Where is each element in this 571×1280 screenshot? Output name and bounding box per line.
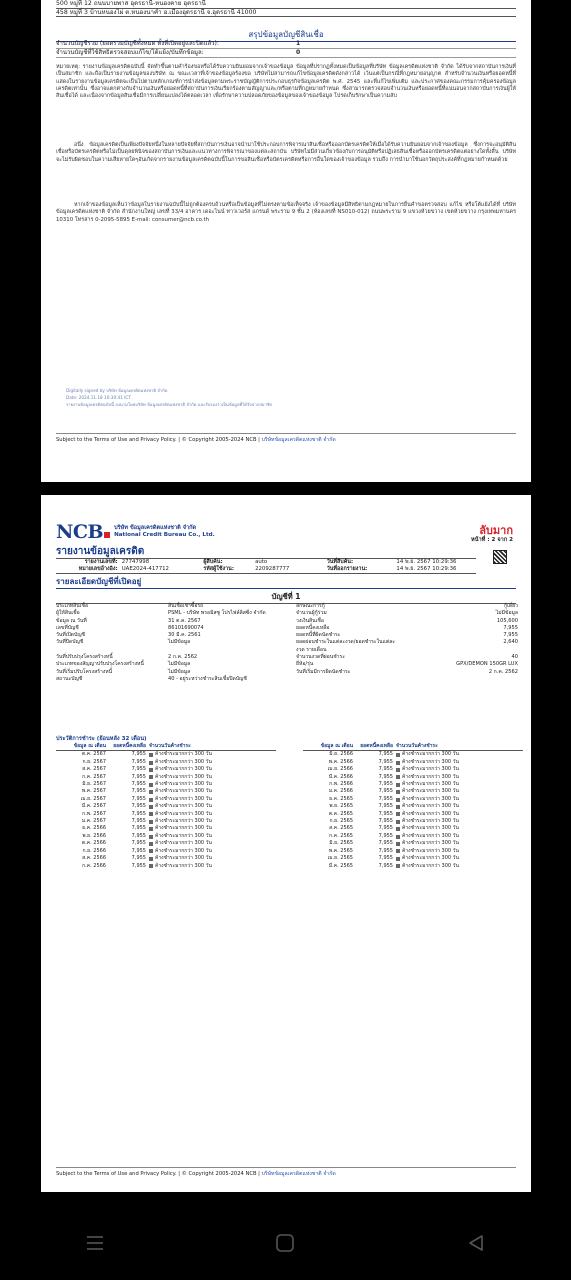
ncb-logo	[56, 521, 215, 543]
history-month: เม.ย. 2566	[327, 766, 353, 773]
payment-history-right	[303, 743, 523, 870]
history-balance: 7,955	[378, 818, 393, 825]
history-balance: 7,955	[131, 773, 146, 780]
history-status	[396, 855, 523, 862]
history-status-text: ค้างชำระมากกว่า 300 วัน	[402, 788, 459, 795]
history-month: เม.ย. 2565	[327, 855, 353, 862]
account-title: บัญชีที่ 1	[56, 591, 516, 604]
field-label: วันที่เปิดบัญชี	[56, 632, 86, 639]
company-name-th: บริษัท ข้อมูลเครดิตแห่งชาติ จำกัด	[114, 525, 197, 531]
status-marker-icon	[396, 835, 400, 839]
history-balance: 7,955	[378, 766, 393, 773]
history-status	[396, 825, 523, 832]
history-row	[56, 811, 276, 818]
logo-dot-icon	[104, 532, 110, 538]
history-status	[149, 840, 276, 847]
footer-link[interactable]: บริษัทข้อมูลเครดิตแห่งชาติ จำกัด	[261, 1171, 336, 1177]
status-marker-icon	[149, 849, 153, 853]
field-label: ข้อมูล ณ วันที่	[56, 617, 87, 624]
footer-text: Subject to the Terms of Use and Privacy Policy. | © Copyright 2005-2024 NCB |	[56, 437, 260, 443]
history-month: ก.ย. 2565	[329, 818, 353, 825]
history-month: ก.ค. 2567	[82, 773, 106, 780]
history-balance: 7,955	[131, 862, 146, 869]
field-value: กู้เดี่ยว	[504, 603, 518, 609]
field-value: ไม่มีข้อมูล	[495, 610, 518, 617]
history-month: พ.ย. 2566	[82, 832, 106, 839]
history-status-text: ค้างชำระมากกว่า 300 วัน	[155, 795, 212, 802]
history-month: ส.ค. 2567	[82, 766, 106, 773]
history-balance: 7,955	[131, 751, 146, 758]
history-status-text: ค้างชำระมากกว่า 300 วัน	[402, 810, 459, 817]
history-row	[303, 766, 523, 773]
history-title: ประวัติการชำระ (ย้อนหลัง 32 เดือน)	[56, 736, 147, 742]
history-column-header: ยอดหนี้คงเหลือ	[113, 743, 146, 749]
history-status-text: ค้างชำระมากกว่า 300 วัน	[402, 781, 459, 788]
field-value: GPX/DEMON 150GR LUX	[456, 661, 518, 668]
history-status	[396, 863, 523, 870]
field-value: 30 มี.ค. 2561	[168, 632, 201, 639]
meta-label: วันที่สืบค้น:	[326, 559, 354, 565]
history-row	[56, 788, 276, 795]
status-marker-icon	[149, 827, 153, 831]
status-marker-icon	[396, 812, 400, 816]
history-status	[149, 825, 276, 832]
address-line: 500 หมู่ที่ 12 ถนนบายพาส อุดรธานี-หนองคาย อุดรธานี	[56, 0, 516, 9]
status-marker-icon	[149, 805, 153, 809]
history-balance: 7,955	[378, 788, 393, 795]
history-status-text: ค้างชำระมากกว่า 300 วัน	[402, 840, 459, 847]
account-field-row	[56, 603, 518, 610]
history-row	[56, 766, 276, 773]
account-field-row	[56, 610, 518, 617]
summary-value: 0	[296, 48, 301, 56]
payment-history-left	[56, 743, 276, 870]
field-label: ยี่ห้อ/รุ่น	[296, 661, 314, 668]
history-row	[56, 825, 276, 832]
field-label: ยอดหนี้ที่ผิดนัดชำระ	[296, 632, 341, 639]
report-page-1	[41, 0, 531, 482]
history-status	[149, 774, 276, 781]
history-month: ม.ค. 2566	[328, 788, 353, 795]
footer-link[interactable]: บริษัทข้อมูลเครดิตแห่งชาติ จำกัด	[261, 437, 336, 443]
history-balance: 7,955	[378, 758, 393, 765]
field-label: วันที่เริ่มปรับโครงสร้างหนี้	[56, 668, 113, 675]
history-balance: 7,955	[131, 847, 146, 854]
page-number: หน้าที่ : 2 จาก 2	[471, 537, 513, 543]
history-month: พ.ค. 2566	[328, 758, 353, 765]
history-balance: 7,955	[378, 803, 393, 810]
history-balance: 7,955	[131, 795, 146, 802]
menu-icon[interactable]	[75, 1223, 115, 1263]
history-row	[303, 803, 523, 810]
address-block	[56, 0, 516, 17]
history-status	[396, 774, 523, 781]
history-status	[396, 751, 523, 758]
status-marker-icon	[149, 783, 153, 787]
field-label: วันที่ปรับปรุงโครงสร้างหนี้	[56, 654, 113, 661]
history-status-text: ค้างชำระมากกว่า 300 วัน	[402, 803, 459, 810]
summary-label: จำนวนบัญชีที่ใช้สิทธิตรวจสอบแก้ไข/โต้แย้ง/บันทึกข้อมูล:	[56, 48, 204, 56]
history-balance: 7,955	[131, 840, 146, 847]
status-marker-icon	[396, 798, 400, 802]
history-status-text: ค้างชำระมากกว่า 300 วัน	[155, 803, 212, 810]
digital-signature	[66, 388, 366, 408]
history-status-text: ค้างชำระมากกว่า 300 วัน	[402, 758, 459, 765]
status-marker-icon	[149, 790, 153, 794]
history-status-text: ค้างชำระมากกว่า 300 วัน	[155, 825, 212, 832]
status-marker-icon	[396, 805, 400, 809]
history-month: ก.พ. 2567	[82, 810, 106, 817]
history-status-text: ค้างชำระมากกว่า 300 วัน	[402, 847, 459, 854]
history-balance: 7,955	[378, 832, 393, 839]
history-row	[303, 863, 523, 870]
status-marker-icon	[396, 827, 400, 831]
status-marker-icon	[149, 753, 153, 757]
history-status-text: ค้างชำระมากกว่า 300 วัน	[155, 818, 212, 825]
page-footer	[56, 1167, 516, 1178]
history-row	[303, 848, 523, 855]
history-balance: 7,955	[131, 855, 146, 862]
field-label	[296, 676, 396, 683]
history-status	[149, 848, 276, 855]
navigation-bar	[0, 1205, 571, 1280]
history-status-text: ค้างชำระมากกว่า 300 วัน	[155, 847, 212, 854]
meta-value: 27747998	[121, 559, 150, 565]
account-field-row	[56, 632, 518, 639]
history-balance: 7,955	[131, 803, 146, 810]
account-field-row	[56, 676, 518, 683]
history-row	[303, 751, 523, 758]
meta-value: 2209287777	[255, 566, 290, 572]
history-row	[56, 803, 276, 810]
history-status	[149, 766, 276, 773]
account-field-row	[56, 618, 518, 625]
signature-line: Digitally signed by บริษัท ข้อมูลเครดิตแห่งชาติ จำกัด	[66, 388, 168, 393]
field-label: ประเภทของสัญญาปรับปรุงโครงสร้างหนี้	[56, 661, 144, 668]
history-column-header: ยอดหนี้คงเหลือ	[360, 743, 393, 749]
history-balance: 7,955	[131, 788, 146, 795]
field-label: เลขที่บัญชี	[56, 624, 79, 631]
history-month: ส.ค. 2565	[329, 825, 353, 832]
history-status-text: ค้างชำระมากกว่า 300 วัน	[155, 773, 212, 780]
field-label: จำนวนผู้กู้ร่วม	[296, 610, 327, 617]
history-balance: 7,955	[378, 781, 393, 788]
history-column-header: จำนวนวันค้างชำระ	[396, 743, 438, 749]
history-status-text: ค้างชำระมากกว่า 300 วัน	[155, 862, 212, 869]
history-status	[396, 840, 523, 847]
history-month: เม.ย. 2567	[80, 795, 106, 802]
history-status	[149, 751, 276, 758]
account-field-row	[56, 639, 518, 654]
status-marker-icon	[396, 768, 400, 772]
history-row	[303, 825, 523, 832]
meta-label: รายงานเลขที่:	[84, 559, 118, 565]
history-balance: 7,955	[131, 810, 146, 817]
address-line: 458 หมู่ที่ 3 บ้านหนองไผ่ ต.หนองนาคำ อ.เมืองอุดรธานี จ.อุดรธานี 41000	[56, 9, 516, 18]
status-marker-icon	[149, 857, 153, 861]
status-marker-icon	[396, 761, 400, 765]
field-label: ยอดหนี้คงเหลือ	[296, 624, 330, 631]
history-month: ก.ค. 2566	[82, 862, 106, 869]
meta-value: 14 พ.ย. 2567 10:29:36	[396, 559, 457, 565]
history-status	[149, 803, 276, 810]
field-label: ประเภทสินเชื่อ	[56, 603, 89, 609]
field-value: PSML - บริษัท พรอมิสซู โปรไฟล์ลิสซิ่ง จำกัด	[168, 610, 266, 617]
field-label: ผู้ให้สินเชื่อ	[56, 610, 80, 617]
history-month: พ.ย. 2565	[329, 803, 353, 810]
history-balance: 7,955	[131, 832, 146, 839]
status-marker-icon	[396, 857, 400, 861]
account-field-row	[56, 661, 518, 668]
history-row	[56, 855, 276, 862]
field-label: จำนวนงวดที่ผ่อนชำระ	[296, 654, 345, 661]
history-status-text: ค้างชำระมากกว่า 300 วัน	[155, 832, 212, 839]
history-month: ก.พ. 2566	[329, 781, 353, 788]
history-month: ต.ค. 2565	[328, 810, 353, 817]
history-status-text: ค้างชำระมากกว่า 300 วัน	[155, 766, 212, 773]
field-value: 40 - อยู่ระหว่างชำระสินเชื่อปิดบัญชี	[168, 675, 247, 682]
history-month: ก.ย. 2567	[82, 758, 106, 765]
qr-code-icon	[493, 550, 507, 564]
field-label: วันที่เริ่มมีการผิดนัดชำระ	[296, 668, 351, 675]
consent-paragraph: อนึ่ง ข้อมูลเครดิตเป็นเพียงปัจจัยหนึ่งในหลายปัจจัยที่สถาบันการเงินอาจนำมาใช้ประกอบการพิจารณาสินเชื่อหรือออกบัตรเครดิตให้เมื่อได้รับความยินยอมจากเจ้าของข้อมูล ซึ่งการจะอนุมัติสินเชื่อหรือบัตรเครดิตหรือไม่เป็นดุลยพินิจของสถาบันการเงินและแนวทางการพิจารณาของแต่ละสถาบัน บริษัทไม่มีส่วนเกี่ยวข้องกับการอนุมัติหรือปฏิเสธสินเชื่อหรือออกบัตรเครดิตแต่อย่างใดทั้งสิ้น บริษัทจะไม่รับผิดชอบในความเสียหายใดๆอันเกิดจากรายงานข้อมูลเครดิตฉบับนี้ในการขอสินเชื่อหรือบัตรเครดิตหรือการอื่นใดของเจ้าของข้อมูล รวมถึง การนำมาใช้นอกวัตถุประสงค์ที่กฎหมายกำหนดด้วย	[56, 142, 516, 163]
history-status	[396, 766, 523, 773]
history-status	[396, 848, 523, 855]
status-marker-icon	[149, 812, 153, 816]
meta-value: auto	[255, 559, 268, 565]
history-status-text: ค้างชำระมากกว่า 300 วัน	[402, 751, 459, 758]
page-footer	[56, 433, 516, 444]
field-value: 31 ต.ค. 2567	[168, 617, 201, 624]
status-marker-icon	[149, 820, 153, 824]
history-month: ก.ค. 2565	[329, 832, 353, 839]
history-status	[396, 788, 523, 795]
status-marker-icon	[396, 842, 400, 846]
field-value	[396, 676, 518, 683]
meta-value: UAE2024-417712	[121, 566, 169, 572]
report-title: รายงานข้อมูลเครดิต	[56, 546, 145, 557]
history-row	[56, 840, 276, 847]
contact-paragraph: หากเจ้าของข้อมูลเห็นว่าข้อมูลในรายงานฉบับนี้ไม่ถูกต้องครบถ้วนหรือเป็นข้อมูลที่ไม่ตรงตามข้อเท็จจริง เจ้าของข้อมูลมีสิทธิตามกฎหมายในการยื่นคำขอตรวจสอบ แก้ไข หรือโต้แย้งได้ที่ บริษัท ข้อมูลเครดิตแห่งชาติ จำกัด สำนักงานใหญ่ เลขที่ 33/4 อาคาร เดอะไนน์ ทาวเวอร์ส แกรนด์ พระราม 9 ชั้น 2 (ห้องเลขที่ NS010-012) ถนนพระราม 9 แขวงห้วยขวาง เขตห้วยขวาง กรุงเทพมหานคร 10310 โทรสาร 0-2095-5895 E-mail: consumer@ncb.co.th	[56, 202, 516, 223]
status-marker-icon	[149, 835, 153, 839]
status-marker-icon	[396, 753, 400, 757]
history-month: มิ.ย. 2567	[82, 781, 106, 788]
history-balance: 7,955	[378, 847, 393, 854]
summary-row	[56, 49, 516, 58]
history-month: ม.ค. 2567	[81, 818, 106, 825]
field-value: 2 ก.ค. 2562	[168, 654, 198, 661]
field-value: 105,600	[496, 617, 518, 624]
history-month: ส.ค. 2566	[82, 855, 106, 862]
field-label: วงเงินสินเชื่อ	[296, 617, 324, 624]
history-status-text: ค้างชำระมากกว่า 300 วัน	[402, 825, 459, 832]
history-row	[56, 863, 276, 870]
status-marker-icon	[396, 790, 400, 794]
back-icon[interactable]	[456, 1223, 496, 1263]
field-value: 7,955	[503, 632, 518, 639]
history-status-text: ค้างชำระมากกว่า 300 วัน	[402, 818, 459, 825]
history-balance: 7,955	[378, 840, 393, 847]
field-value: 2,640	[503, 639, 518, 646]
history-row	[303, 855, 523, 862]
history-status	[149, 811, 276, 818]
history-balance: 7,955	[131, 818, 146, 825]
signature-line: Date: 2024.11.18 10:30:41 ICT	[66, 394, 131, 400]
status-marker-icon	[149, 768, 153, 772]
logo-text: NCB	[56, 521, 104, 543]
history-balance: 7,955	[378, 795, 393, 802]
meta-row	[56, 566, 476, 573]
history-balance: 7,955	[131, 758, 146, 765]
field-value: 2 ก.ค. 2562	[488, 668, 518, 675]
summary-title: สรุปข้อมูลบัญชีสินเชื่อ	[56, 28, 516, 42]
summary-table	[56, 40, 516, 58]
status-marker-icon	[149, 775, 153, 779]
history-status-text: ค้างชำระมากกว่า 300 วัน	[155, 788, 212, 795]
report-meta	[56, 558, 476, 574]
history-status-text: ค้างชำระมากกว่า 300 วัน	[402, 862, 459, 869]
history-month: ต.ค. 2567	[81, 751, 106, 758]
meta-row	[56, 559, 476, 566]
history-month: พ.ค. 2567	[81, 788, 106, 795]
history-row	[303, 788, 523, 795]
status-marker-icon	[149, 761, 153, 765]
history-row	[303, 774, 523, 781]
meta-value: 14 พ.ย. 2567 10:29:36	[396, 566, 457, 572]
field-label: ยอดผ่อนชำระในแต่ละงวด/ยอดชำระในแต่ละงวด รายเดือน	[296, 639, 396, 653]
history-column-header: ข้อมูล ณ เดือน	[320, 743, 353, 749]
history-row	[303, 840, 523, 847]
history-status-text: ค้างชำระมากกว่า 300 วัน	[402, 766, 459, 773]
history-status-text: ค้างชำระมากกว่า 300 วัน	[155, 810, 212, 817]
note-paragraph: หมายเหตุ: รายงานข้อมูลเครดิตฉบับนี้ จัดทำขึ้นตามคำร้องขอหรือได้รับความยินยอมจากเจ้าของข้อมูล ข้อมูลที่ปรากฏทั้งหมดเป็นข้อมูลที่บริษัท ข้อมูลเครดิตแห่งชาติ จำกัด ได้รับจากสถาบันการเงินที่เป็นสมาชิก และถือเป็นรายงานข้อมูลของบริษัท ณ ขณะเวลาที่เจ้าของข้อมูลร้องขอ บริษัทไม่สามารถแก้ไขข้อมูลเครดิตดังกล่าวได้ เว้นแต่เป็นกรณีที่กฎหมายอนุญาต สำหรับจำนวนเงินหรือยอดหนี้ที่แสดงในรายงานข้อมูลเครดิตจะเป็นไปตามหลักเกณฑ์การนำส่งข้อมูลตามพระราชบัญญัติการประกอบธุรกิจข้อมูลเครดิต พ.ศ. 2545 และที่แก้ไขเพิ่มเติม และประกาศของคณะกรรมการคุ้มครองข้อมูลเครดิตเท่านั้น ซึ่งอาจแตกต่างกับจำนวนเงินหรือยอดหนี้ที่สถาบันการเงินเรียกร้องตามสัญญาและ/หรือตามที่กฎหมายกำหนด ซึ่งสามารถตรวจสอบจำนวนเงินหรือยอดหนี้ที่แน่นอนจากสถาบันการเงินผู้ให้สินเชื่อได้ และเนื่องจากข้อมูลสินเชื่อมีการเปลี่ยนแปลงได้ตลอดเวลา เพื่อรักษาความปลอดภัยของข้อมูลของเจ้าของข้อมูล โปรดเก็บรักษาเป็นความลับ	[56, 64, 516, 100]
history-status-text: ค้างชำระมากกว่า 300 วัน	[402, 773, 459, 780]
company-name	[114, 525, 215, 539]
history-balance: 7,955	[131, 766, 146, 773]
meta-label: รหัสผู้ใช้งาน:	[203, 566, 235, 572]
history-row	[303, 811, 523, 818]
history-row	[56, 751, 276, 758]
meta-label: วันที่ออกรายงาน:	[326, 566, 368, 572]
history-status	[396, 803, 523, 810]
confidential-stamp: ลับมาก	[479, 524, 513, 537]
history-status	[149, 855, 276, 862]
history-balance: 7,955	[378, 855, 393, 862]
history-status-text: ค้างชำระมากกว่า 300 วัน	[155, 781, 212, 788]
history-row	[56, 774, 276, 781]
history-status-text: ค้างชำระมากกว่า 300 วัน	[402, 832, 459, 839]
history-status	[149, 788, 276, 795]
report-page-2	[41, 495, 531, 1192]
section-title: รายละเอียดบัญชีที่เปิดอยู่	[56, 575, 516, 589]
status-marker-icon	[149, 842, 153, 846]
status-marker-icon	[396, 783, 400, 787]
history-month: มี.ค. 2566	[328, 773, 353, 780]
status-marker-icon	[396, 849, 400, 853]
field-value: 7,955	[503, 624, 518, 631]
signature-line: รายงานข้อมูลเครดิตฉบับนี้ ลงนามโดยบริษัท ข้อมูลเครดิตแห่งชาติ จำกัด และรับรองว่าเป็นข้อมูลที่ได้รับจากสมาชิก	[66, 401, 273, 407]
history-status-text: ค้างชำระมากกว่า 300 วัน	[155, 840, 212, 847]
account-field-row	[56, 669, 518, 676]
history-balance: 7,955	[378, 751, 393, 758]
history-month: พ.ค. 2565	[328, 847, 353, 854]
status-marker-icon	[396, 820, 400, 824]
field-label: สถานะบัญชี	[56, 675, 83, 682]
meta-label: ผู้สืบค้น:	[203, 559, 223, 565]
history-month: ก.ย. 2566	[82, 847, 106, 854]
history-month: มิ.ย. 2565	[329, 840, 353, 847]
history-balance: 7,955	[378, 810, 393, 817]
history-status-text: ค้างชำระมากกว่า 300 วัน	[155, 751, 212, 758]
field-value: ไม่มีข้อมูล	[168, 661, 191, 668]
field-value: สินเชื่อเช่าซื้อรถ	[168, 603, 204, 609]
history-balance: 7,955	[131, 825, 146, 832]
history-month: ธ.ค. 2565	[329, 795, 353, 802]
field-value: 86101690074	[168, 624, 204, 631]
field-value: ไม่มีข้อมูล	[168, 639, 191, 646]
history-month: ธ.ค. 2566	[82, 825, 106, 832]
history-status	[396, 811, 523, 818]
history-status-text: ค้างชำระมากกว่า 300 วัน	[155, 855, 212, 862]
status-marker-icon	[396, 864, 400, 868]
summary-label: จำนวนบัญชีรวม (ยอดรวมบัญชีทั้งหมด ทั้งที่เปิดอยู่และปิดแล้ว):	[56, 40, 219, 47]
summary-value: 1	[296, 40, 301, 47]
history-month: มิ.ย. 2566	[329, 751, 353, 758]
field-label: ลักษณะการกู้	[296, 603, 325, 609]
history-balance: 7,955	[131, 781, 146, 788]
history-status-text: ค้างชำระมากกว่า 300 วัน	[402, 855, 459, 862]
history-balance: 7,955	[378, 773, 393, 780]
summary-row	[56, 40, 516, 49]
history-status	[149, 863, 276, 870]
history-column-header: จำนวนวันค้างชำระ	[149, 743, 191, 749]
status-marker-icon	[396, 775, 400, 779]
history-status-text: ค้างชำระมากกว่า 300 วัน	[402, 795, 459, 802]
field-value: 40	[511, 654, 518, 661]
home-icon[interactable]	[265, 1223, 305, 1263]
account-details	[56, 603, 518, 683]
company-name-en: National Credit Bureau Co., Ltd.	[114, 532, 215, 538]
account-field-row	[56, 625, 518, 632]
history-row	[56, 848, 276, 855]
field-label: วันที่ปิดบัญชี	[56, 639, 84, 646]
history-month: ต.ค. 2566	[81, 840, 106, 847]
status-marker-icon	[149, 798, 153, 802]
history-month: มี.ค. 2567	[81, 803, 106, 810]
meta-label: หมายเลขอ้างอิง:	[78, 566, 118, 572]
history-status-text: ค้างชำระมากกว่า 300 วัน	[155, 758, 212, 765]
footer-text: Subject to the Terms of Use and Privacy Policy. | © Copyright 2005-2024 NCB |	[56, 1171, 260, 1177]
history-month: มี.ค. 2565	[328, 862, 353, 869]
history-balance: 7,955	[378, 862, 393, 869]
history-column-header: ข้อมูล ณ เดือน	[73, 743, 106, 749]
status-marker-icon	[149, 864, 153, 868]
field-value: ไม่มีข้อมูล	[168, 668, 191, 675]
history-balance: 7,955	[378, 825, 393, 832]
